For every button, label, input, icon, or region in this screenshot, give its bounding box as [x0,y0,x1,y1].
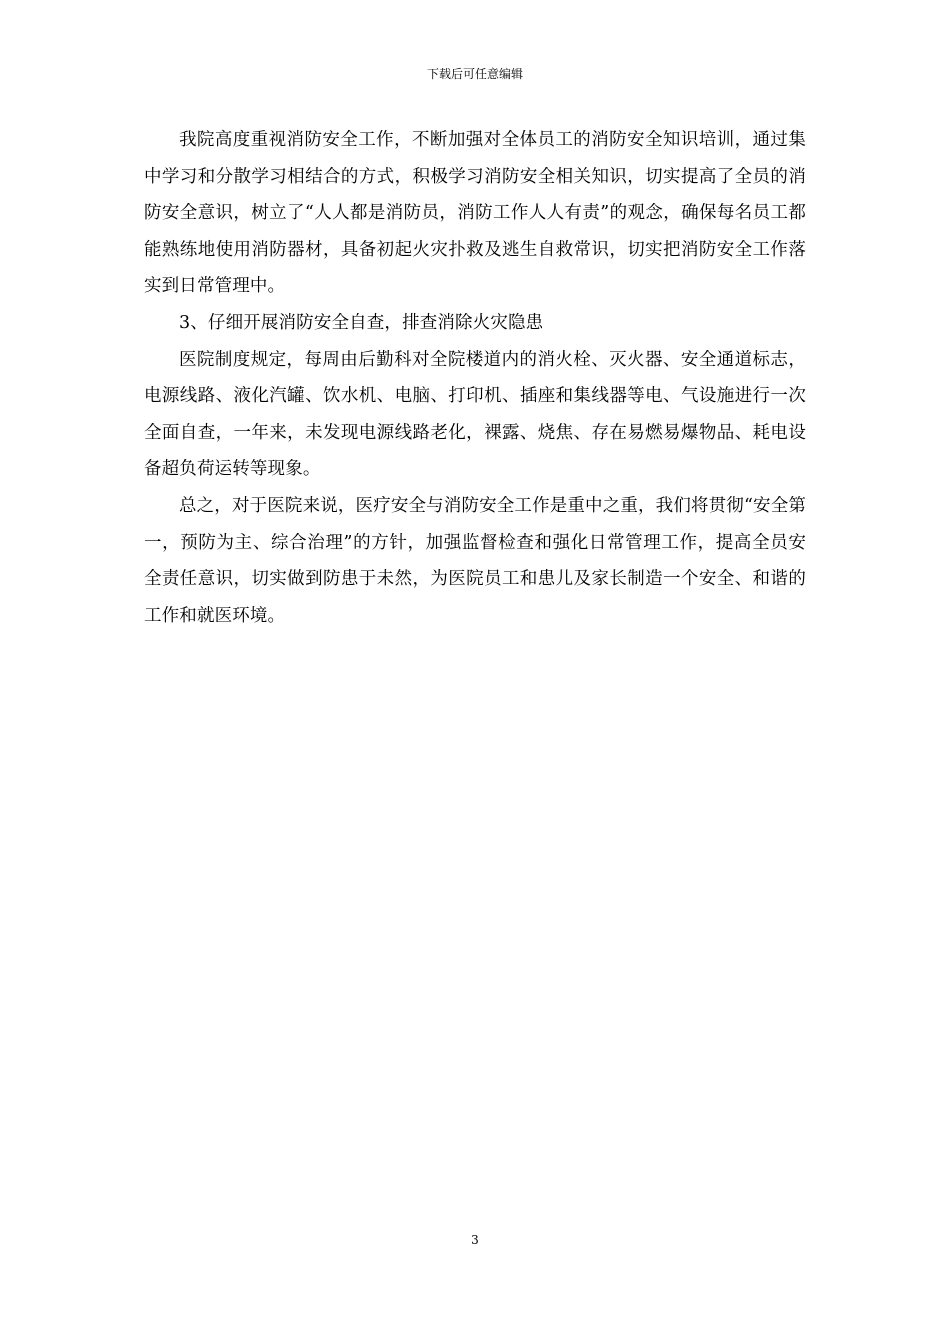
section-heading-self-inspection: 3、仔细开展消防安全自查，排查消除火灾隐患 [179,312,544,333]
page-number: 3 [471,1233,479,1247]
page-header: 下载后可任意编辑 [426,67,523,81]
paragraph-conclusion: 总之，对于医院来说，医疗安全与消防安全工作是重中之重，我们将贯彻“安全第一，预防为主、综合治理”的方针，加强监督检查和强化日常管理工作，提高全员安全责任意识，切实做到防患于未然，为医院员工和患儿及家长制造一个安全、和谐的工作和就医环境。 [144,495,806,626]
paragraph-inspection: 医院制度规定，每周由后勤科对全院楼道内的消火栓、灭火器、安全通道标志，电源线路、液化汽罐、饮水机、电脑、打印机、插座和集线器等电、气设施进行一次全面自查，一年来，未发现电源线路老化，裸露、烧焦、存在易燃易爆物品、耗电设备超负荷运转等现象。 [144,349,806,480]
paragraph-training: 我院高度重视消防安全工作，不断加强对全体员工的消防安全知识培训，通过集中学习和分散学习相结合的方式，积极学习消防安全相关知识，切实提高了全员的消防安全意识，树立了“人人都是消防员，消防工作人人有责”的观念，确保每名员工都能熟练地使用消防器材，具备初起火灾扑救及逃生自救常识，切实把消防安全工作落实到日常管理中。 [144,130,806,297]
document-body [144,122,806,634]
